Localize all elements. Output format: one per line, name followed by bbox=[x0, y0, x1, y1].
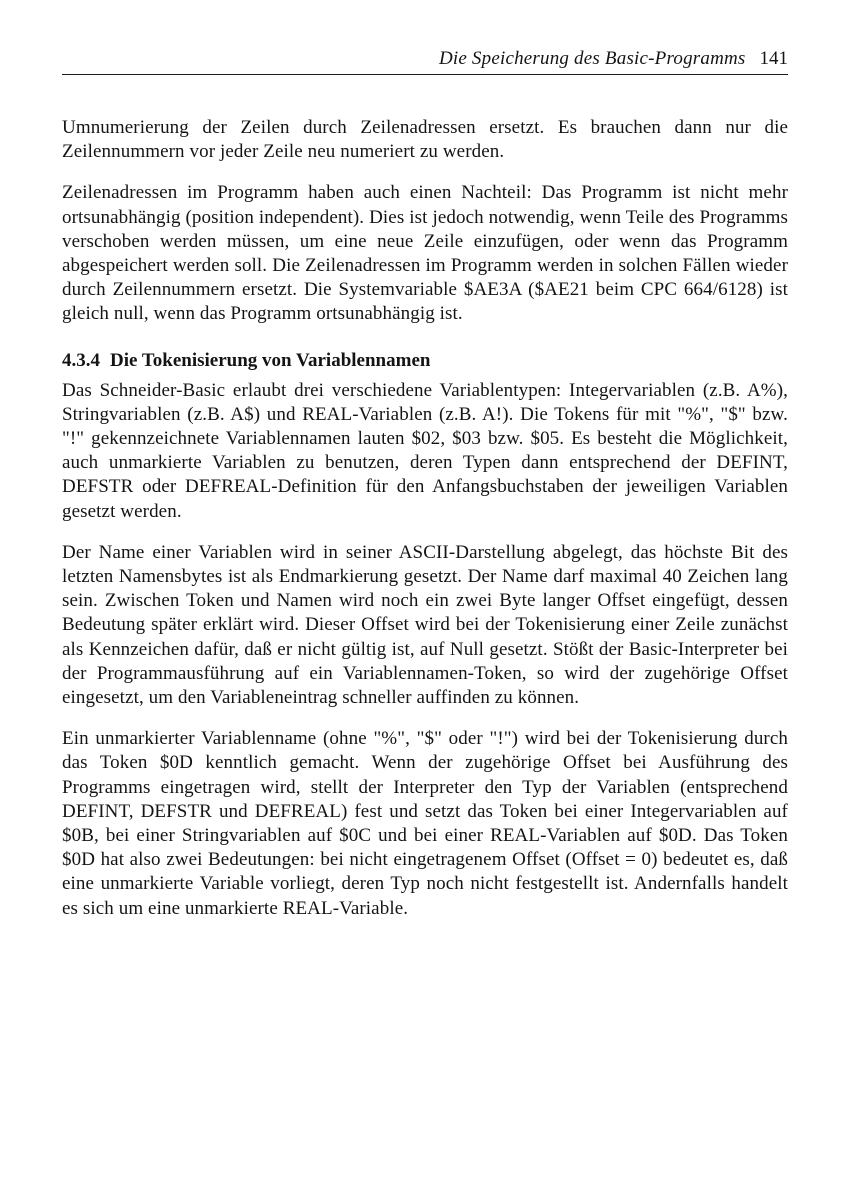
running-header bbox=[62, 48, 788, 75]
paragraph-variable-types: Das Schneider-Basic erlaubt drei verschiedene Variablentypen: Integervariablen (z.B. A%), Stringvariablen (z.B. A$) und REAL-Variablen (z.B. A!). Die Tokens für mit "%", "$" bzw. "!" gekennzeichnete Variablennamen lauten $02, $03 bzw. $05. Es besteht die Möglichkeit, auch unmarkierte Variablen zu benutzen, deren Typen dann entsprechend der DEFINT, DEFSTR oder DEFREAL-Definition für den Anfangsbuchstaben der jeweiligen Variablen gesetzt werden. bbox=[62, 379, 788, 522]
book-page bbox=[62, 0, 788, 1197]
page-number: 141 bbox=[759, 48, 788, 69]
section-title: Die Tokenisierung von Variablennamen bbox=[110, 349, 431, 371]
paragraph-unmarked-variables: Ein unmarkierter Variablenname (ohne "%", "$" oder "!") wird bei der Tokenisierung durch das Token $0D kenntlich gemacht. Wenn der zugehörige Offset bei Ausführung des Programms eingetragen wird, stellt der Interpreter den Typ der Variablen (entsprechend DEFINT, DEFSTR und DEFREAL) fest und setzt das Token bei einer Integervariablen auf $0B, bei einer Stringvariablen auf $0C und bei einer REAL-Variablen auf $0D. Das Token $0D hat also zwei Bedeutungen: bei nicht eingetragenem Offset (Offset = 0) bedeutet es, daß eine unmarkierte Variable vorliegt, deren Typ noch nicht festgestellt ist. Andernfalls handelt es sich um eine unmarkierte REAL-Variable. bbox=[62, 728, 788, 919]
paragraph-renumbering: Umnumerierung der Zeilen durch Zeilenadressen ersetzt. Es brauchen dann nur die Zeilennummern vor jeder Zeile neu numeriert zu werden. bbox=[62, 117, 788, 163]
paragraph-line-addresses: Zeilenadressen im Programm haben auch einen Nachteil: Das Programm ist nicht mehr ortsunabhängig (position independent). Dies ist jedoch notwendig, wenn Teile des Programms verschoben werden müssen, um eine neue Zeile einzufügen, oder wenn das Programm abgespeichert werden soll. Die Zeilenadressen im Programm werden in solchen Fällen wieder durch Zeilennummern ersetzt. Die Systemvariable $AE3A ($AE21 beim CPC 664/6128) ist gleich null, wenn das Programm ortsunabhängig ist. bbox=[62, 182, 788, 325]
running-header-title: Die Speicherung des Basic-Programms bbox=[438, 48, 746, 69]
section-heading bbox=[62, 349, 788, 373]
section-number: 4.3.4 bbox=[62, 349, 100, 371]
paragraph-variable-name-storage: Der Name einer Variablen wird in seiner ASCII-Darstellung abgelegt, das höchste Bit des letzten Namensbytes ist als Endmarkierung gesetzt. Der Name darf maximal 40 Zeichen lang sein. Zwischen Token und Namen wird noch ein zwei Byte langer Offset eingefügt, dessen Bedeutung später erklärt wird. Dieser Offset wird bei der Tokenisierung einer Zeile zunächst als Kennzeichen dafür, daß er nicht gültig ist, auf Null gesetzt. Stößt der Basic-Interpreter bei der Programmausführung auf ein Variablennamen-Token, so wird der zugehörige Offset eingesetzt, um den Variableneintrag schneller auffinden zu können. bbox=[62, 541, 788, 709]
page-body bbox=[62, 116, 788, 921]
